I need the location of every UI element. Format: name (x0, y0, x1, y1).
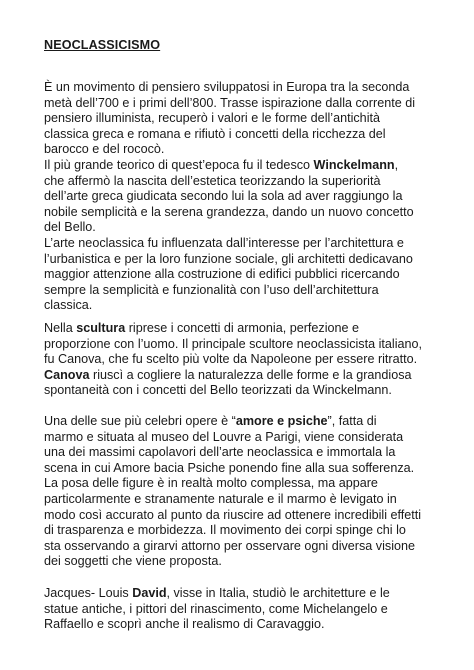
text-line: pensiero illuminista, recuperò i valori e le forme dell’antichità (44, 111, 380, 126)
text-line: l’urbanistica e per la loro funzione sociale, gli architetti dedicavano (44, 251, 413, 266)
text-line: del Bello. (44, 220, 96, 235)
text-line: maggior attenzione alla costruzione di edifici pubblici ricercando (44, 267, 400, 282)
bold-term: scultura (76, 321, 126, 335)
text-line: particolarmente e stranamente naturale e il marmo è levigato in (44, 491, 397, 506)
text-line: barocco e del rococò. (44, 142, 165, 157)
text-segment: Una delle sue più celebri opere è “ (44, 414, 236, 428)
paragraph-intro (44, 80, 434, 158)
text-line (44, 414, 434, 430)
paragraph-sculpture (44, 321, 434, 399)
text-line: classica. (44, 298, 93, 313)
text-line: metà dell’700 e i primi dell’800. Trasse ispirazione dalla corrente di (44, 95, 416, 110)
text-line: classica greca e romana e rifiutò i concetti della ricchezza del (44, 126, 386, 141)
bold-term: Canova (44, 367, 90, 382)
text-segment: Il più grande teorico di quest’epoca fu il tedesco (44, 158, 314, 172)
bold-term: David (132, 586, 167, 600)
text-line: modo così accurato al punto da riuscire ad ottenere incredibili effetti (44, 507, 422, 522)
bold-term: Winckelmann (313, 158, 395, 172)
text-segment: , (394, 158, 399, 172)
text-line: È un movimento di pensiero sviluppatosi in Europa tra la seconda (44, 80, 410, 94)
text-line: di trasparenza e morbidezza. Il movimento dei corpi spinge chi lo (44, 523, 406, 538)
text-line: statue antiche, i pittori del rinascimento, come Michelangelo e (44, 601, 388, 616)
text-segment: Jacques- Louis (44, 586, 133, 600)
text-line: sempre la semplicità e funzionalità con l’uso dell’architettura (44, 282, 379, 297)
text-line: fu Canova, che fu scelto più volte da Napoleone per essere ritratto. (44, 352, 418, 367)
text-line: sta osservando a girarvi attorno per osservare ogni diversa visione (44, 538, 416, 553)
text-line: La posa delle figure è in realtà molto complessa, ma appare (44, 476, 378, 491)
text-segment: , visse in Italia, studiò le architetture e le (166, 586, 390, 600)
text-segment: Nella (44, 321, 77, 335)
paragraph-david (44, 586, 434, 633)
text-segment: riprese i concetti di armonia, perfezione e (125, 321, 360, 335)
text-line: scena in cui Amore bacia Psiche ponendo fine alla sua sofferenza. (44, 460, 415, 475)
text-line: proporzione con l’uomo. Il principale scultore neoclassicista italiano, (44, 336, 423, 351)
text-line (44, 158, 434, 174)
text-line: dell’arte greca giudicata secondo lui la sola ad aver raggiungo la (44, 189, 403, 204)
paragraph-architecture (44, 236, 434, 314)
text-line (44, 368, 434, 384)
text-line: marmo e situata al museo del Louvre a Parigi, viene considerata (44, 429, 404, 444)
text-segment: ”, fatta di (327, 414, 377, 428)
paragraph-amore-e-psiche (44, 414, 434, 570)
paragraph-winckelmann (44, 158, 434, 236)
text-line (44, 321, 434, 337)
text-line (44, 586, 434, 602)
text-segment: riuscì a cogliere la naturalezza delle forme e la grandiosa (89, 367, 412, 382)
text-line: L’arte neoclassica fu influenzata dall’interesse per l’architettura e (44, 236, 404, 250)
text-line: una dei massimi capolavori dell’arte neoclassica e immortala la (44, 445, 396, 460)
text-line: che affermò la nascita dell’estetica teorizzando la superiorità (44, 173, 381, 188)
bold-term: amore e psiche (235, 414, 328, 428)
text-line: nobile semplicità e la serena grandezza, dando un nuovo concetto (44, 204, 414, 219)
text-line: Raffaello e scoprì anche il realismo di Caravaggio. (44, 617, 325, 632)
document-title: NEOCLASSICISMO (44, 38, 161, 52)
text-line: dei soggetti che viene proposta. (44, 554, 222, 569)
text-line: spontaneità con i concetti del Bello teorizzati da Winckelmann. (44, 383, 392, 398)
